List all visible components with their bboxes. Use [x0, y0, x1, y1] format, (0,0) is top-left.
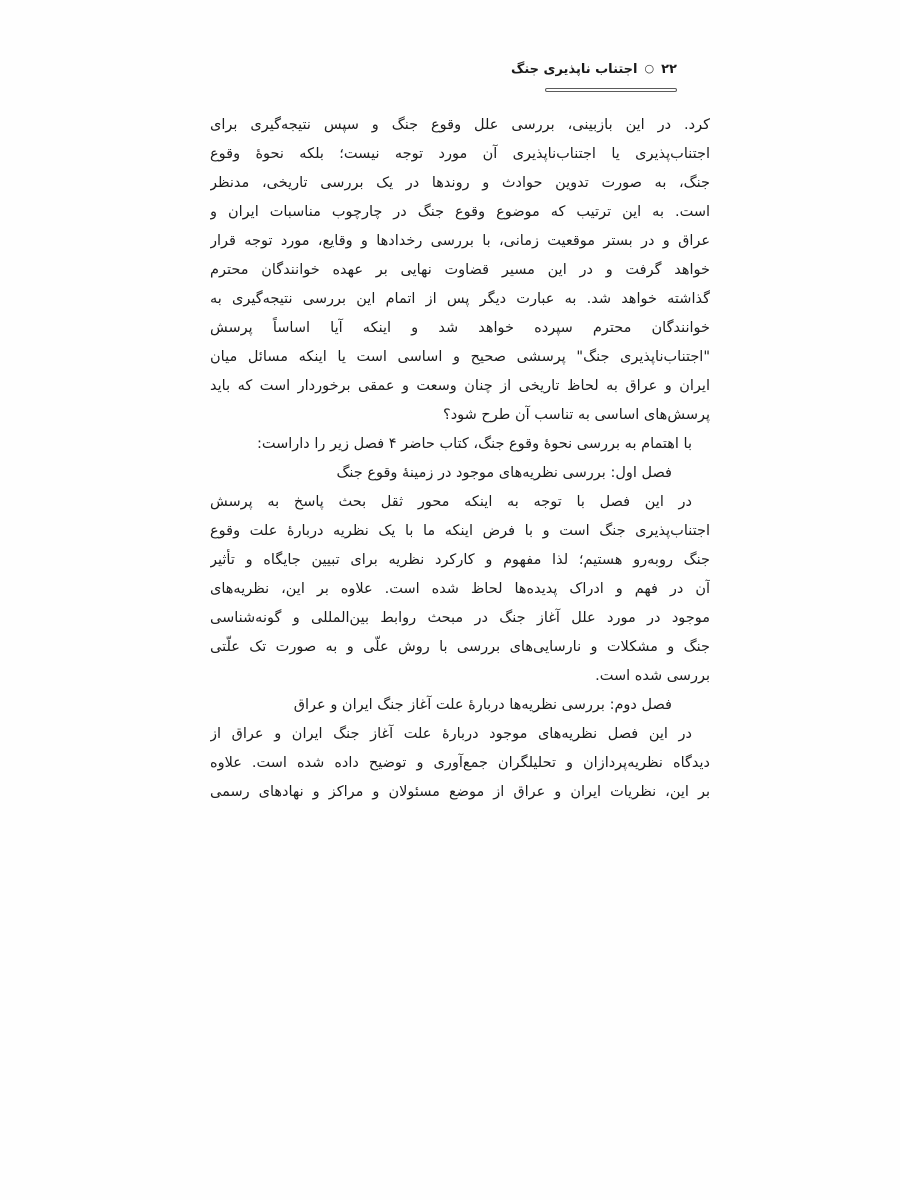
header-rule — [545, 88, 677, 92]
running-head-title: اجتناب ناپذیری جنگ — [511, 62, 638, 77]
text-line: با اهتمام به بررسی نحوهٔ وقوع جنگ، کتاب حاضر ۴ فصل زیر را داراست: — [256, 436, 692, 452]
body-text — [210, 111, 710, 807]
text-line: موجود در مورد علل آغاز جنگ در مبحث روابط بین‌المللی و گونه‌شناسی — [210, 610, 710, 626]
text-line: جنگ روبه‌رو هستیم؛ لذا مفهوم و کارکرد نظریه برای تبیین جایگاه و تأثیر — [210, 552, 710, 568]
running-head — [511, 62, 677, 77]
text-line: در این فصل نظریه‌های موجود دربارهٔ علت آغاز جنگ ایران و عراق از — [210, 726, 692, 742]
text-line: کرد. در این بازبینی، بررسی علل وقوع جنگ و سپس نتیجه‌گیری برای — [210, 117, 710, 133]
text-line: ایران و عراق به لحاظ تاریخی از چنان وسعت و عمقی برخوردار است که باید — [210, 378, 710, 394]
text-line: عراق و در بستر موقعیت زمانی، با بررسی رخدادها و وقایع، مورد توجه قرار — [210, 233, 710, 249]
text-line: پرسش‌های اساسی به تناسب آن طرح شود؟ — [443, 407, 710, 423]
text-line: "اجتناب‌ناپذیری جنگ" پرسشی صحیح و اساسی است یا اینکه مسائل میان — [210, 349, 710, 365]
text-line: بررسی شده است. — [595, 668, 710, 684]
circle-separator-icon: ○ — [644, 62, 655, 75]
chapter-heading-line: فصل دوم: بررسی نظریه‌ها دربارهٔ علت آغاز جنگ ایران و عراق — [293, 697, 672, 713]
text-line: جنگ و مشکلات و نارسایی‌های بررسی با روش علّی و به صورت تک علّتی — [210, 639, 710, 655]
text-line: جنگ، به صورت تدوین حوادث و روندها در یک بررسی تاریخی، مدنظر — [210, 175, 710, 191]
text-line: گذاشته خواهد شد. به عبارت دیگر پس از اتمام این بررسی نتیجه‌گیری به — [210, 291, 710, 307]
text-line: اجتناب‌پذیری جنگ است و با فرض اینکه ما با یک نظریه دربارهٔ علت وقوع — [210, 523, 710, 539]
chapter-heading-line: فصل اول: بررسی نظریه‌های موجود در زمینهٔ وقوع جنگ — [336, 465, 672, 481]
text-line: است. به این ترتیب که موضوع وقوع جنگ در چارچوب مناسبات ایران و — [210, 204, 710, 220]
text-line: خوانندگان محترم سپرده خواهد شد و اینکه آیا اساساً پرسش — [210, 320, 710, 336]
text-line: بر این، نظریات ایران و عراق از موضع مسئولان و مراکز و نهادهای رسمی — [210, 784, 710, 800]
text-line: اجتناب‌پذیری یا اجتناب‌ناپذیری آن مورد توجه نیست؛ بلکه نحوهٔ وقوع — [210, 146, 710, 162]
text-line: دیدگاه نظریه‌پردازان و تحلیلگران جمع‌آوری و توضیح داده شده است. علاوه — [210, 755, 710, 771]
page-number: ۲۲ — [661, 62, 677, 77]
text-line: در این فصل با توجه به اینکه محور ثقل بحث پاسخ به پرسش — [210, 494, 692, 510]
text-line: آن در فهم و ادراک پدیده‌ها لحاظ شده است. علاوه بر این، نظریه‌های — [210, 581, 710, 597]
text-line: خواهد گرفت و در این مسیر قضاوت نهایی بر عهده خوانندگان محترم — [210, 262, 710, 278]
